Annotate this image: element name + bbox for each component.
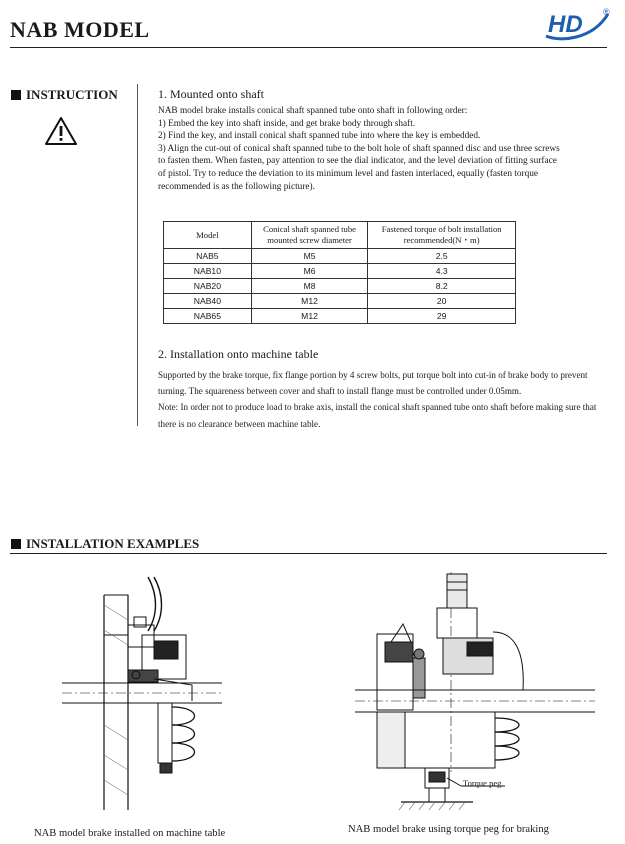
svg-text:®: ® bbox=[603, 7, 610, 17]
column-header-screw-diameter: Conical shaft spanned tube mounted screw diameter bbox=[251, 222, 368, 249]
left-installation-drawing bbox=[62, 575, 222, 810]
table-cell: NAB5 bbox=[164, 249, 252, 264]
table-cell: 29 bbox=[368, 309, 516, 324]
table-cell: 20 bbox=[368, 294, 516, 309]
body-line: NAB model brake installs conical shaft spanned tube onto shaft in following order: bbox=[158, 106, 468, 116]
body-line: 1) Embed the key into shaft inside, and get brake body through shaft. bbox=[158, 118, 416, 129]
table-cell: NAB20 bbox=[164, 279, 252, 294]
body-line: 3) Align the cut-out of conical shaft spanned tube to the bolt hole of shaft spanned disc and use three screws bbox=[158, 143, 560, 154]
torque-spec-table bbox=[163, 221, 516, 324]
table-cell: M12 bbox=[251, 309, 368, 324]
table-row bbox=[164, 264, 516, 279]
table-row bbox=[164, 294, 516, 309]
table-row bbox=[164, 309, 516, 324]
table-cell: 8.2 bbox=[368, 279, 516, 294]
table-cell: NAB10 bbox=[164, 264, 252, 279]
table-cell: 4.3 bbox=[368, 264, 516, 279]
instruction-divider bbox=[137, 84, 138, 426]
table-cell: M6 bbox=[251, 264, 368, 279]
caption-left: NAB model brake installed on machine table bbox=[34, 828, 226, 839]
body-line: Note: In order not to produce load to brake axis, install the conical shaft spanned tube onto shaft before making sure that bbox=[158, 402, 597, 413]
body-line: of pistol. Try to reduce the deviation to its minimum level and fasten interlaced, equally (fasten torque bbox=[158, 168, 539, 179]
table-cell: M12 bbox=[251, 294, 368, 309]
section2-title: 2. Installation onto machine table bbox=[158, 347, 319, 361]
table-cell: 2.5 bbox=[368, 249, 516, 264]
table-header-row bbox=[164, 222, 516, 249]
body-line: to fasten them. When fasten, pay attention to see the dial indicator, and the level deviation of fitting surface bbox=[158, 156, 557, 167]
column-header-torque: Fastened torque of bolt installation recommended(N・m) bbox=[368, 222, 516, 249]
column-header-model: Model bbox=[164, 222, 252, 249]
table-row bbox=[164, 279, 516, 294]
section1-body bbox=[158, 105, 618, 193]
instruction-heading: INSTRUCTION bbox=[11, 87, 118, 103]
table-cell: M5 bbox=[251, 249, 368, 264]
svg-text:HD: HD bbox=[548, 11, 583, 38]
torque-peg-label: Torque peg bbox=[463, 778, 502, 788]
table-row bbox=[164, 249, 516, 264]
section2-body bbox=[158, 367, 620, 432]
examples-rule bbox=[10, 553, 607, 554]
body-line: there is no clearance between machine table. bbox=[158, 418, 321, 429]
table-cell: NAB65 bbox=[164, 309, 252, 324]
body-line: recommended is as the following picture). bbox=[158, 181, 315, 192]
warning-triangle-icon bbox=[44, 116, 78, 146]
body-line: turning. The squareness between cover and shaft to install flange must be controlled under 0.05mm. bbox=[158, 386, 522, 397]
section1-title: 1. Mounted onto shaft bbox=[158, 87, 264, 101]
page-title: NAB MODEL bbox=[10, 17, 150, 42]
body-line: 2) Find the key, and install conical shaft spanned tube into where the key is embedded. bbox=[158, 131, 481, 142]
body-line: Supported by the brake torque, fix flange portion by 4 screw bolts, put torque bolt into cut-in of brake body to prevent bbox=[158, 370, 588, 380]
table-cell: NAB40 bbox=[164, 294, 252, 309]
header-rule bbox=[10, 47, 607, 48]
examples-heading: INSTALLATION EXAMPLES bbox=[11, 536, 199, 552]
table-cell: M8 bbox=[251, 279, 368, 294]
hd-logo bbox=[540, 6, 612, 42]
caption-right: NAB model brake using torque peg for braking bbox=[348, 824, 549, 835]
